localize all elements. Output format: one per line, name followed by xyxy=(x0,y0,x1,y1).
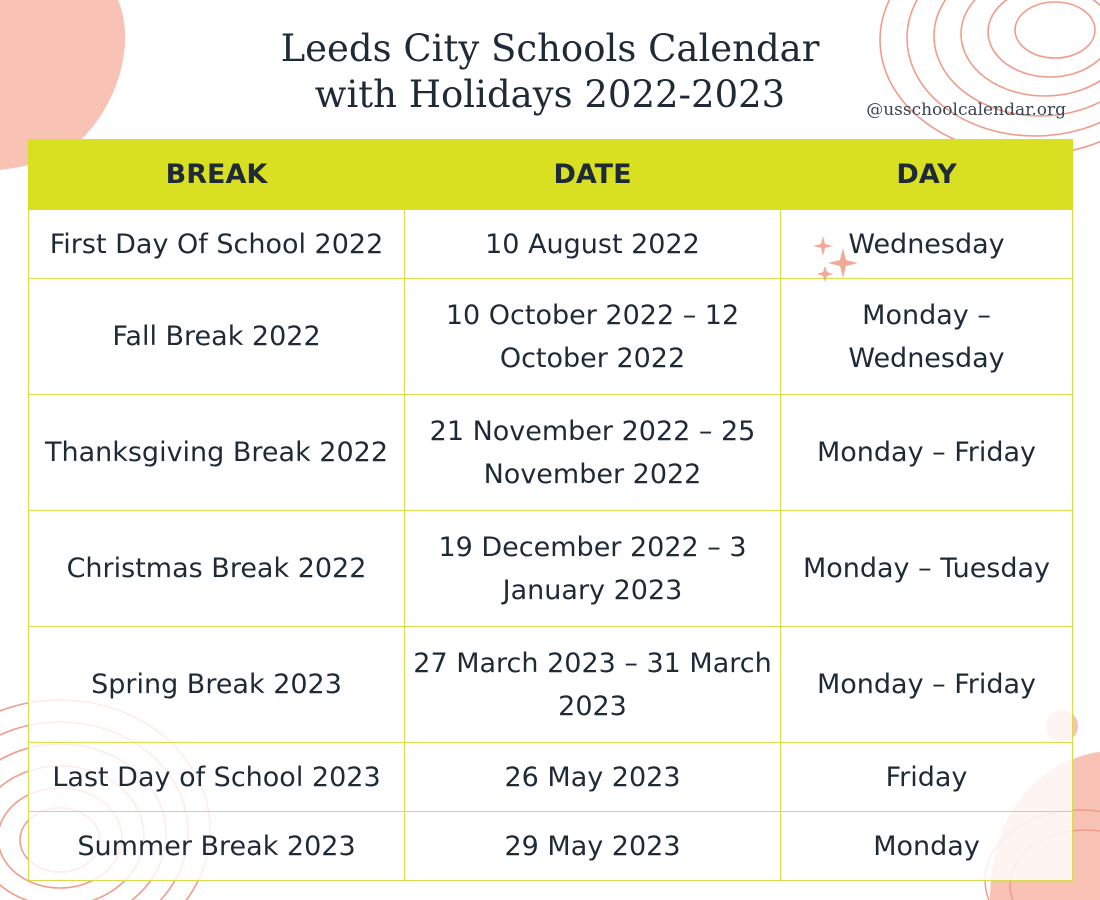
table-row xyxy=(29,812,1073,881)
table-row xyxy=(29,743,1073,812)
date-cell: 10 August 2022 xyxy=(405,210,781,279)
day-cell: Monday – Tuesday xyxy=(781,511,1073,627)
day-cell: Monday – Friday xyxy=(781,395,1073,511)
title-line-1: Leeds City Schools Calendar xyxy=(280,27,820,70)
day-cell: Monday – Wednesday xyxy=(781,279,1073,395)
date-cell: 21 November 2022 – 25 November 2022 xyxy=(405,395,781,511)
break-cell: Last Day of School 2023 xyxy=(29,743,405,812)
date-cell: 26 May 2023 xyxy=(405,743,781,812)
table-row xyxy=(29,395,1073,511)
day-text: Wednesday xyxy=(848,228,1005,260)
day-cell: Monday xyxy=(781,812,1073,881)
title-line-2: with Holidays 2022-2023 xyxy=(314,73,786,116)
break-cell: Christmas Break 2022 xyxy=(29,511,405,627)
table-row xyxy=(29,511,1073,627)
holiday-table xyxy=(28,139,1073,881)
break-cell: Spring Break 2023 xyxy=(29,627,405,743)
break-cell: First Day Of School 2022 xyxy=(29,210,405,279)
break-cell: Thanksgiving Break 2022 xyxy=(29,395,405,511)
column-header-day: DAY xyxy=(781,139,1073,210)
column-header-date: DATE xyxy=(405,139,781,210)
table-header-row xyxy=(29,139,1073,210)
watermark: @usschoolcalendar.org xyxy=(866,100,1066,120)
break-cell: Fall Break 2022 xyxy=(29,279,405,395)
day-cell: Friday xyxy=(781,743,1073,812)
table-row xyxy=(29,279,1073,395)
break-cell: Summer Break 2023 xyxy=(29,812,405,881)
day-cell: Monday – Friday xyxy=(781,627,1073,743)
date-cell: 10 October 2022 – 12 October 2022 xyxy=(405,279,781,395)
date-cell: 19 December 2022 – 3 January 2023 xyxy=(405,511,781,627)
sparkle-icon xyxy=(811,230,861,286)
table-row xyxy=(29,210,1073,279)
table-row xyxy=(29,627,1073,743)
date-cell: 29 May 2023 xyxy=(405,812,781,881)
day-cell xyxy=(781,210,1073,279)
date-cell: 27 March 2023 – 31 March 2023 xyxy=(405,627,781,743)
column-header-break: BREAK xyxy=(29,139,405,210)
